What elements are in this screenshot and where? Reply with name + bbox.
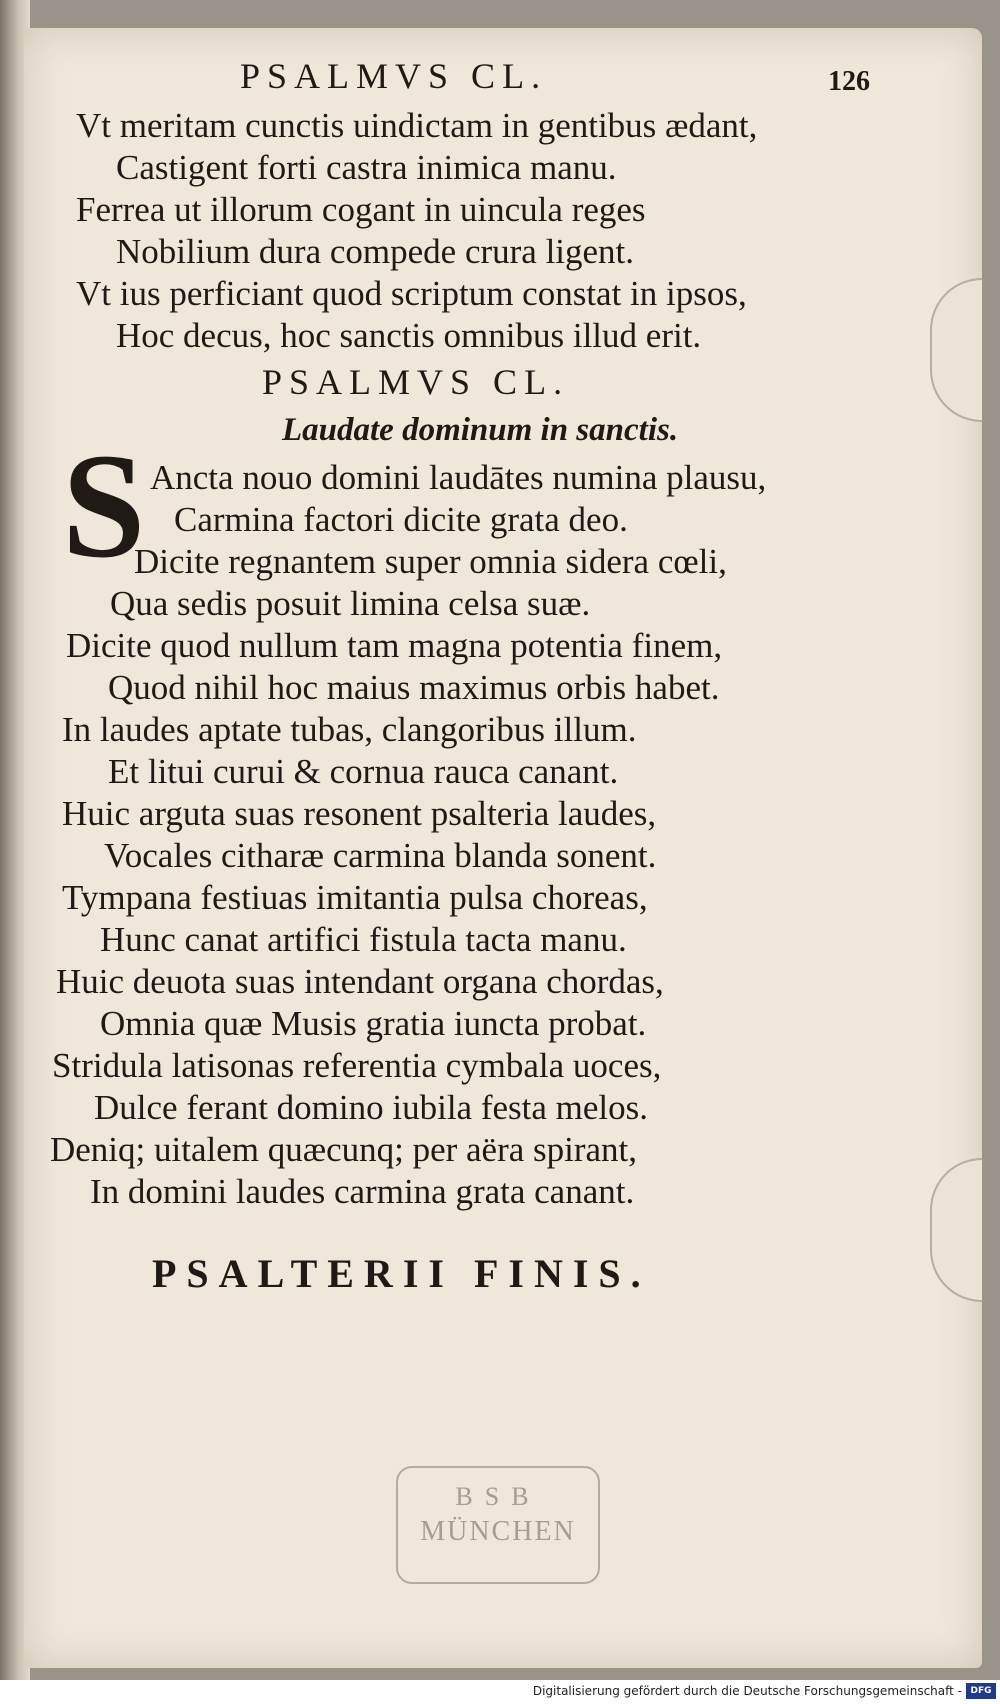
psalm-title: PSALMVS CL. [262,362,570,402]
verse-line: Quod nihil hoc maius maximus orbis habet. [108,668,720,707]
verse-line: Carmina factori dicite grata deo. [174,500,628,539]
book-page [24,28,982,1668]
verse-line: Tympana festiuas imitantia pulsa choreas, [62,878,648,917]
verse-line: Hunc canat artifici fistula tacta manu. [100,920,627,959]
verse-line: Castigent forti castra inimica manu. [116,148,617,187]
verse-line: Ferrea ut illorum cogant in uincula reges [76,190,646,229]
funding-notice: Digitalisierung gefördert durch die Deutsche Forschungsgemeinschaft - [532,1684,962,1698]
verse-line: Hoc decus, hoc sanctis omnibus illud erit. [116,316,702,355]
psalm-subtitle: Laudate dominum in sanctis. [282,412,679,448]
verse-line: Vt ius perficiant quod scriptum constat in ipsos, [76,274,747,313]
verse-line: Ancta nouo domini laudātes numina plausu, [150,458,767,497]
verse-line: Stridula latisonas referentia cymbala uoces, [52,1046,662,1085]
verse-line: Huic arguta suas resonent psalteria laudes, [62,794,657,833]
dfg-logo-icon: DFG [966,1683,996,1699]
verse-line: Omnia quæ Musis gratia iuncta probat. [100,1004,647,1043]
verse-line: Vt meritam cunctis uindictam in gentibus ædant, [76,106,758,145]
verse-line: Dulce ferant domino iubila festa melos. [94,1088,649,1127]
page-number: 126 [828,66,870,97]
verse-line: In domini laudes carmina grata canant. [90,1172,635,1211]
verse-line: Dicite regnantem super omnia sidera cœli, [134,542,727,581]
verse-line: Dicite quod nullum tam magna potentia finem, [66,626,723,665]
running-header: PSALMVS CL. [240,56,548,96]
library-stamp [396,1466,600,1584]
drop-cap: S [62,423,146,589]
verse-line: Huic deuota suas intendant organa chordas, [56,962,664,1001]
digitization-footer [0,1680,1000,1704]
verse-line: Et litui curui & cornua rauca canant. [108,752,619,791]
verse-line: Qua sedis posuit limina celsa suæ. [110,584,591,623]
verse-line: In laudes aptate tubas, clangoribus illum. [62,710,637,749]
stamp-line-1: BSB [455,1482,541,1511]
page-text [24,28,982,1668]
verse-line: Nobilium dura compede crura ligent. [116,232,635,271]
stamp-line-2: MÜNCHEN [420,1516,576,1547]
verse-line: Vocales citharæ carmina blanda sonent. [104,836,657,875]
psalter-end: PSALTERII FINIS. [152,1251,651,1296]
verse-line: Deniq; uitalem quæcunq; per aëra spirant, [50,1130,638,1169]
